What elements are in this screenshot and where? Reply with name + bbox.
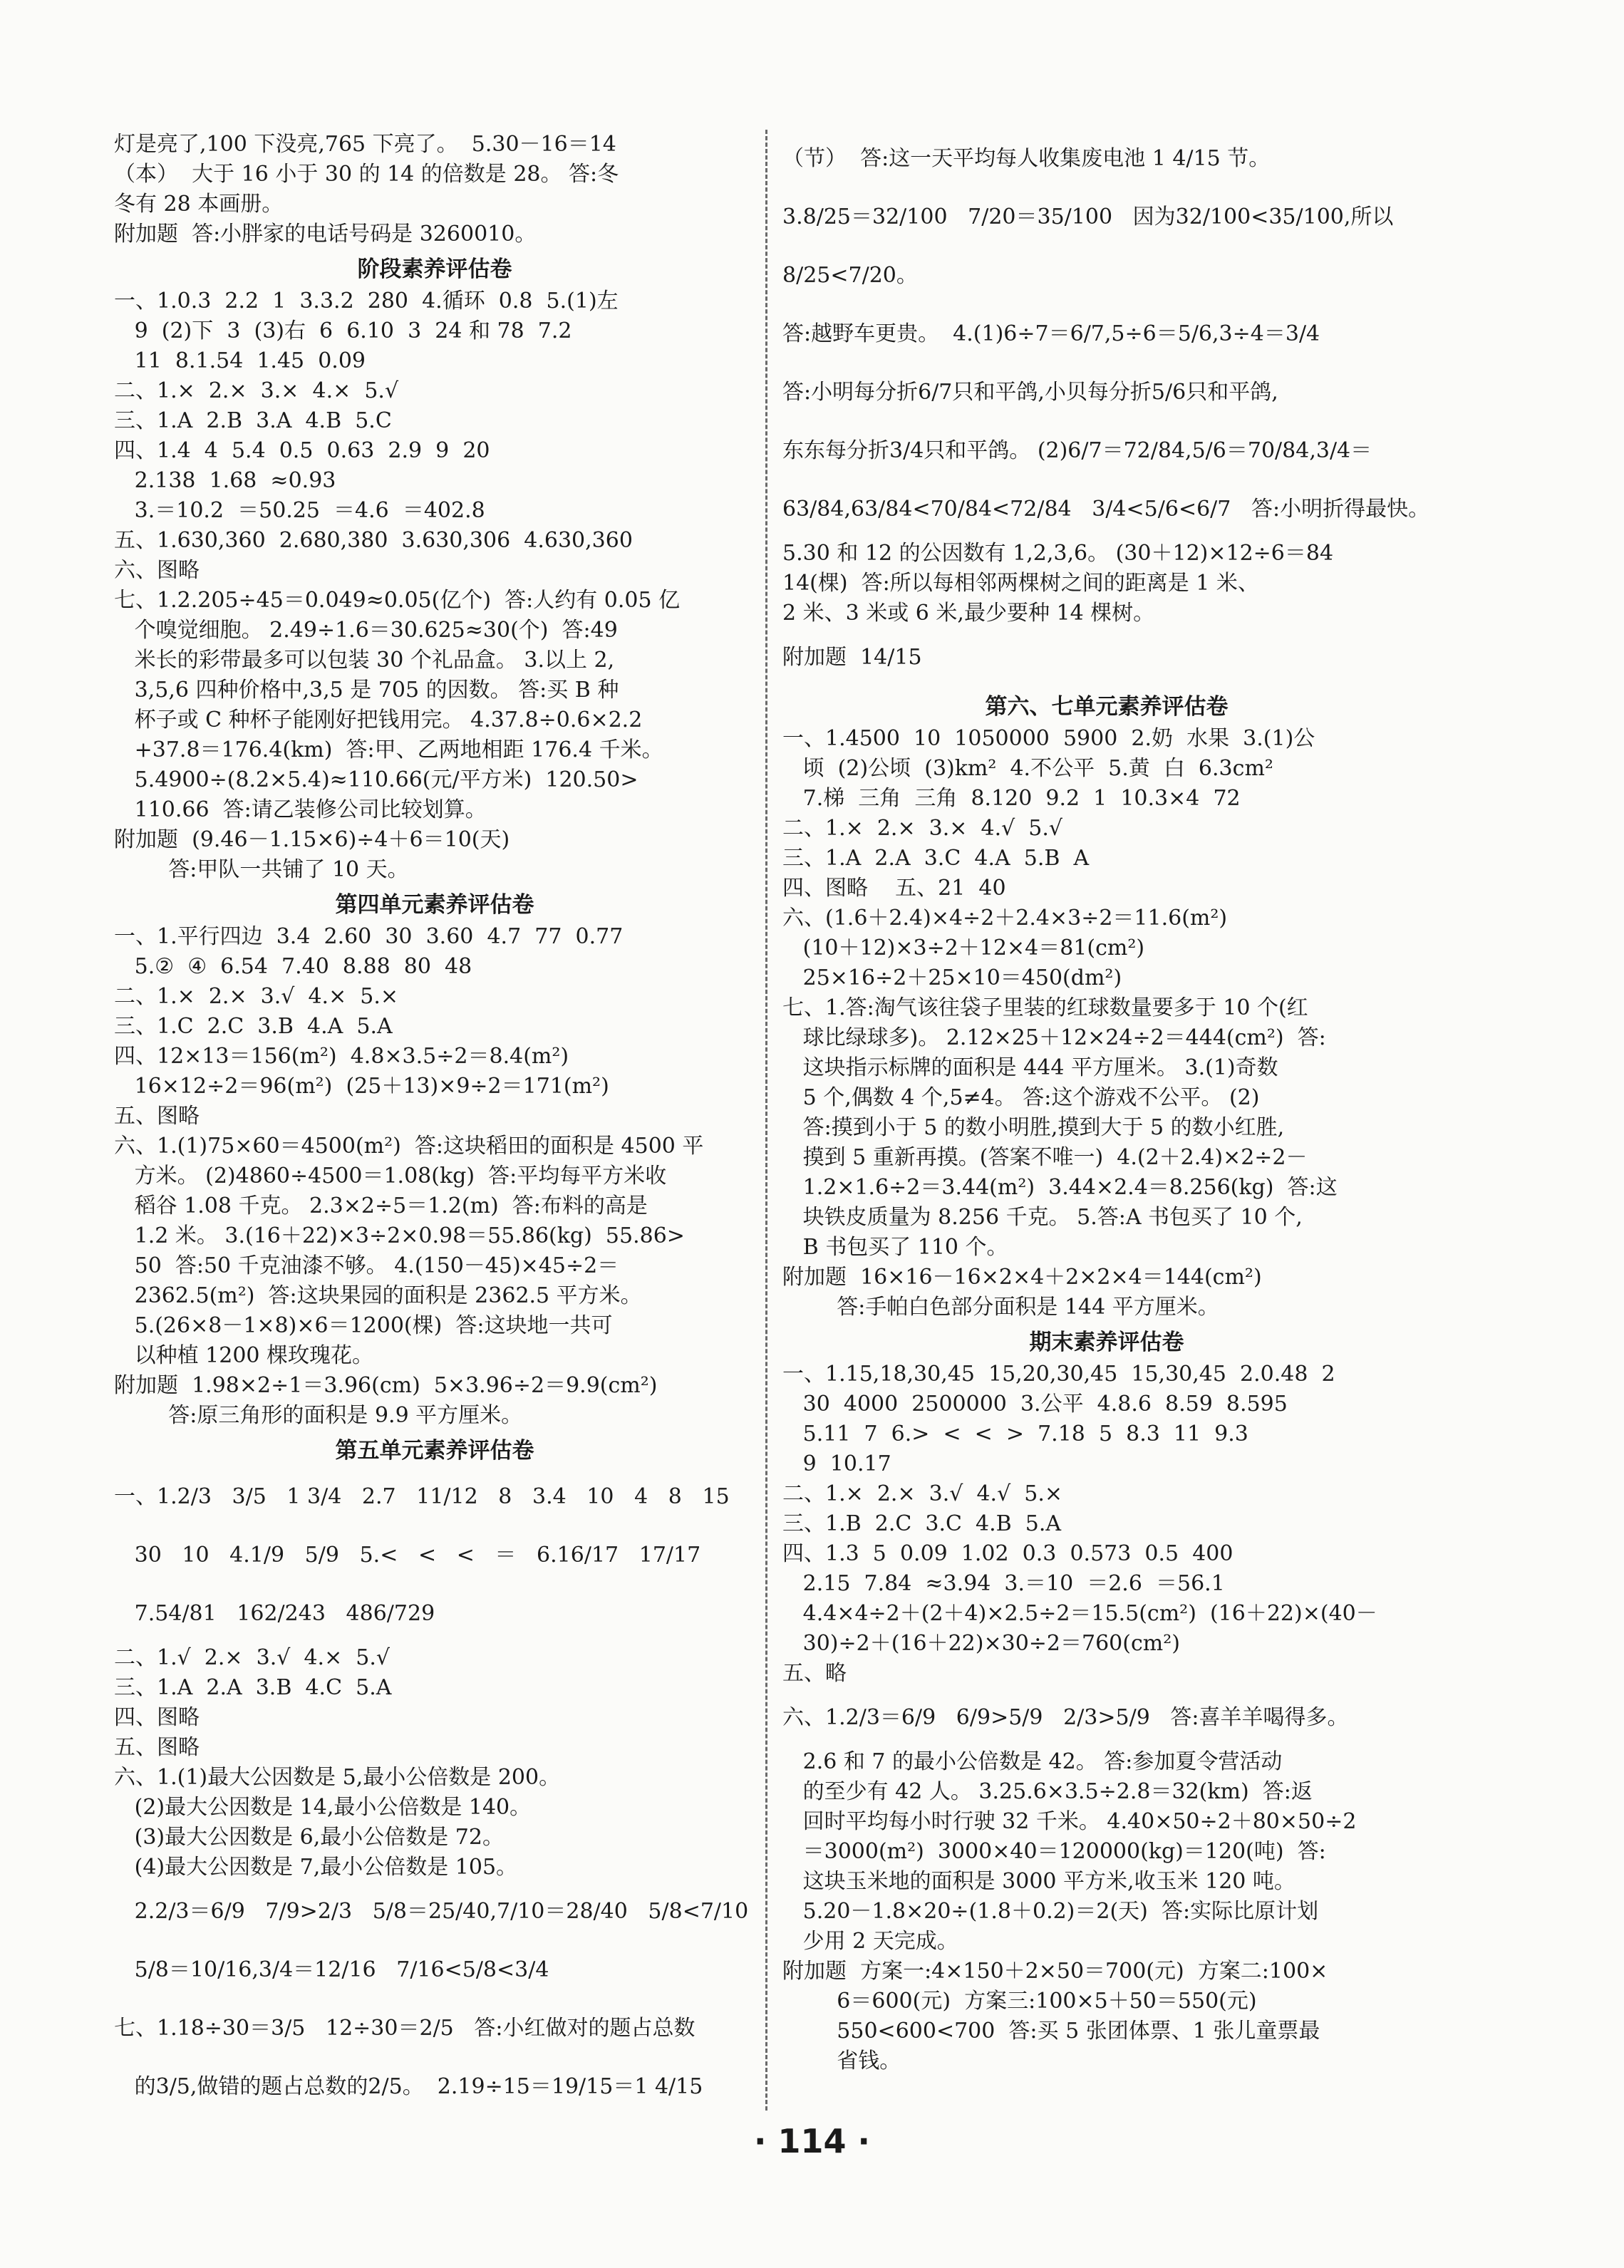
- answer-line-math: 的3/5,做错的题占总数的2/5。 2.19÷15＝19/15＝1 4/15: [114, 2074, 703, 2099]
- answer-line: 6＝600(元) 方案三:100×5＋50＝550(元): [782, 1989, 1257, 2014]
- answer-line: 4.4×4÷2＋(2＋4)×2.5÷2＝15.5(cm²) (16＋22)×(40－: [782, 1601, 1377, 1626]
- answer-line: 1.2×1.6÷2＝3.44(m²) 3.44×2.4＝8.256(kg) 答:这: [782, 1175, 1338, 1200]
- answer-line: 这块指示标牌的面积是 444 平方厘米。 3.(1)奇数: [782, 1055, 1278, 1080]
- right-column: [782, 130, 1431, 2076]
- answer-line: 方米。 (2)4860÷4500＝1.08(kg) 答:平均每平方米收: [114, 1164, 667, 1189]
- answer-line: 以种植 1200 棵玫瑰花。: [114, 1343, 374, 1368]
- answer-line-math: 七、1.18÷30＝3/5 12÷30＝2/5 答:小红做对的题占总数: [114, 2016, 695, 2041]
- column-divider: [765, 130, 767, 2111]
- answer-line: (4)最大公因数是 7,最小公倍数是 105。: [114, 1855, 518, 1880]
- answer-line: 550<600<700 答:买 5 张团体票、1 张儿童票最: [782, 2019, 1320, 2044]
- answer-line: 附加题 1.98×2÷1＝3.96(cm) 5×3.96÷2＝9.9(cm²): [114, 1373, 658, 1398]
- answer-line: 7.梯 三角 三角 8.120 9.2 1 10.3×4 72: [782, 786, 1241, 811]
- answer-line-math: 2.2/3＝6/9 7/9>2/3 5/8＝25/40,7/10＝28/40 5/8<7/10: [114, 1899, 749, 1924]
- answer-line: 四、12×13＝156(m²) 4.8×3.5÷2＝8.4(m²): [114, 1044, 569, 1069]
- answer-line: 三、1.C 2.C 3.B 4.A 5.A: [114, 1014, 393, 1039]
- answer-line: 五、1.630,360 2.680,380 3.630,306 4.630,360: [114, 528, 633, 553]
- answer-line: 回时平均每小时行驶 32 千米。 4.40×50÷2＋80×50÷2: [782, 1809, 1357, 1834]
- answer-line: 答:原三角形的面积是 9.9 平方厘米。: [114, 1403, 523, 1428]
- section-heading: 阶段素养评估卷: [357, 257, 512, 282]
- answer-line-math: 7.54/81 162/243 486/729: [114, 1601, 435, 1626]
- answer-line: 一、1.15,18,30,45 15,20,30,45 15,30,45 2.0.48 2: [782, 1362, 1335, 1387]
- answer-line: 二、1.× 2.× 3.× 4.√ 5.√: [782, 816, 1063, 841]
- answer-line: 5.20－1.8×20÷(1.8＋0.2)＝2(天) 答:实际比原计划: [782, 1899, 1319, 1924]
- answer-line-math: 六、1.2/3＝6/9 6/9>5/9 2/3>5/9 答:喜羊羊喝得多。: [782, 1705, 1349, 1730]
- answer-line: 30)÷2＋(16＋22)×30÷2＝760(cm²): [782, 1631, 1180, 1656]
- left-column: [114, 130, 755, 2116]
- answer-line: 5.11 7 6.> < < > 7.18 5 8.3 11 9.3: [782, 1422, 1248, 1446]
- answer-line: 米长的彩带最多可以包装 30 个礼品盒。 3.以上 2,: [114, 648, 615, 673]
- answer-line: 14(棵) 答:所以每相邻两棵树之间的距离是 1 米、: [782, 571, 1259, 596]
- answer-line-math: 附加题 14/15: [782, 645, 922, 670]
- answer-line: 稻谷 1.08 千克。 2.3×2÷5＝1.2(m) 答:布料的高是: [114, 1193, 648, 1218]
- section-heading: 期末素养评估卷: [1029, 1330, 1184, 1355]
- answer-line: 5.4900÷(8.2×5.4)≈110.66(元/平方米) 120.50>: [114, 767, 638, 792]
- answer-line: 六、(1.6＋2.4)×4÷2＋2.4×3÷2＝11.6(m²): [782, 906, 1228, 931]
- answer-line: 二、1.× 2.× 3.× 4.× 5.√: [114, 378, 399, 403]
- answer-line: 答:甲队一共铺了 10 天。: [114, 857, 409, 882]
- answer-line: 个嗅觉细胞。 2.49÷1.6＝30.625≈30(个) 答:49: [114, 618, 618, 643]
- answer-line: 六、图略: [114, 558, 200, 583]
- answer-line-math: 答:越野车更贵。 4.(1)6÷7＝6/7,5÷6＝5/6,3÷4＝3/4: [782, 321, 1320, 346]
- answer-line: 30 4000 2500000 3.公平 4.8.6 8.59 8.595: [782, 1392, 1288, 1417]
- answer-line: 二、1.× 2.× 3.√ 4.√ 5.×: [782, 1481, 1063, 1506]
- answer-line: 摸到 5 重新再摸。(答案不唯一) 4.(2＋2.4)×2÷2－: [782, 1145, 1308, 1170]
- answer-line-math: 东东每分折3/4只和平鸽。 (2)6/7＝72/84,5/6＝70/84,3/4＝: [782, 438, 1372, 463]
- answer-line: 一、1.4500 10 1050000 5900 2.奶 水果 3.(1)公: [782, 726, 1315, 751]
- answer-line: 五、略: [782, 1661, 847, 1686]
- answer-line-math: 63/84,63/84<70/84<72/84 3/4<5/6<6/7 答:小明折得最快。: [782, 497, 1430, 522]
- answer-line: 四、1.4 4 5.4 0.5 0.63 2.9 9 20: [114, 438, 490, 463]
- answer-line: ＝3000(m²) 3000×40＝120000(kg)＝120(吨) 答:: [782, 1839, 1326, 1864]
- answer-line: 少用 2 天完成。: [782, 1929, 958, 1954]
- answer-line: 5.② ④ 6.54 7.40 8.88 80 48: [114, 954, 472, 979]
- answer-line: 1.2 米。 3.(16＋22)×3÷2×0.98＝55.86(kg) 55.86>: [114, 1223, 685, 1248]
- answer-line: 三、1.A 2.A 3.B 4.C 5.A: [114, 1675, 392, 1700]
- section-heading: 第四单元素养评估卷: [335, 892, 534, 918]
- answer-line: 答:摸到小于 5 的数小明胜,摸到大于 5 的数小红胜,: [782, 1115, 1285, 1140]
- answer-line: 五、图略: [114, 1104, 200, 1129]
- answer-line: 110.66 答:请乙装修公司比较划算。: [114, 797, 487, 822]
- answer-line: 附加题 16×16－16×2×4＋2×2×4＝144(cm²): [782, 1265, 1262, 1290]
- answer-line: 块铁皮质量为 8.256 千克。 5.答:A 书包买了 10 个,: [782, 1205, 1303, 1230]
- answer-line: 5.30 和 12 的公因数有 1,2,3,6。 (30＋12)×12÷6＝84: [782, 541, 1334, 566]
- answer-line-math: 30 10 4.1/9 5/9 5.< < < ＝ 6.16/17 17/17: [114, 1543, 701, 1568]
- answer-line: 四、1.3 5 0.09 1.02 0.3 0.573 0.5 400: [782, 1541, 1233, 1566]
- section-heading: 第六、七单元素养评估卷: [985, 694, 1229, 720]
- answer-line: 六、1.(1)最大公因数是 5,最小公倍数是 200。: [114, 1765, 561, 1790]
- answer-line-math: 一、1.2/3 3/5 1 3/4 2.7 11/12 8 3.4 10 4 8 15: [114, 1484, 730, 1509]
- answer-line: 这块玉米地的面积是 3000 平方米,收玉米 120 吨。: [782, 1869, 1295, 1894]
- answer-line: 附加题 方案一:4×150＋2×50＝700(元) 方案二:100×: [782, 1959, 1328, 1984]
- answer-line: (2)最大公因数是 14,最小公倍数是 140。: [114, 1795, 532, 1820]
- answer-line: (10＋12)×3÷2＋12×4＝81(cm²): [782, 936, 1145, 960]
- answer-line: 5.(26×8－1×8)×6＝1200(棵) 答:这块地一共可: [114, 1313, 613, 1338]
- answer-line: 顷 (2)公顷 (3)km² 4.不公平 5.黄 白 6.3cm²: [782, 756, 1273, 781]
- section-heading: 第五单元素养评估卷: [335, 1438, 534, 1464]
- answer-line: 六、1.(1)75×60＝4500(m²) 答:这块稻田的面积是 4500 平: [114, 1134, 704, 1159]
- answer-line: 三、1.A 2.A 3.C 4.A 5.B A: [782, 846, 1090, 871]
- answer-line: +37.8＝176.4(km) 答:甲、乙两地相距 176.4 千米。: [114, 737, 663, 762]
- answer-line: 省钱。: [782, 2049, 901, 2073]
- answer-line: 杯子或 C 种杯子能刚好把钱用完。 4.37.8÷0.6×2.2: [114, 708, 643, 732]
- answer-line: 50 答:50 千克油漆不够。 4.(150－45)×45÷2＝: [114, 1253, 619, 1278]
- answer-line: 一、1.0.3 2.2 1 3.3.2 280 4.循环 0.8 5.(1)左: [114, 289, 619, 314]
- answer-line: 七、1.2.205÷45＝0.049≈0.05(亿个) 答:人约有 0.05 亿: [114, 588, 681, 613]
- answer-line: 16×12÷2＝96(m²) (25＋13)×9÷2＝171(m²): [114, 1074, 609, 1099]
- answer-line: 答:手帕白色部分面积是 144 平方厘米。: [782, 1295, 1219, 1320]
- answer-line: 附加题 答:小胖家的电话号码是 3260010。: [114, 222, 537, 247]
- answer-line: 2.138 1.68 ≈0.93: [114, 468, 336, 493]
- answer-line-math: （节） 答:这一天平均每人收集废电池 1 4/15 节。: [782, 146, 1271, 171]
- answer-line: B 书包买了 110 个。: [782, 1235, 1008, 1260]
- answer-line: 11 8.1.54 1.45 0.09: [114, 348, 366, 373]
- answer-line: 2362.5(m²) 答:这块果园的面积是 2362.5 平方米。: [114, 1283, 642, 1308]
- answer-line: 一、1.平行四边 3.4 2.60 30 3.60 4.7 77 0.77: [114, 924, 624, 949]
- answer-line: 四、图略 五、21 40: [782, 876, 1006, 901]
- answer-line: 2.6 和 7 的最小公倍数是 42。 答:参加夏令营活动: [782, 1749, 1283, 1774]
- answer-line: 五、图略: [114, 1735, 200, 1760]
- answer-line: 二、1.√ 2.× 3.√ 4.× 5.√: [114, 1645, 391, 1670]
- answer-line: 25×16÷2＋25×10＝450(dm²): [782, 965, 1122, 990]
- answer-line: 二、1.× 2.× 3.√ 4.× 5.×: [114, 984, 399, 1009]
- answer-line: 七、1.答:淘气该往袋子里装的红球数量要多于 10 个(红: [782, 995, 1308, 1020]
- answer-line-math: 3.8/25＝32/100 7/20＝35/100 因为32/100<35/100,所以8/25<7/20。: [782, 204, 1394, 288]
- answer-line: 的至少有 42 人。 3.25.6×3.5÷2.8＝32(km) 答:返: [782, 1779, 1313, 1804]
- answer-line: 5 个,偶数 4 个,5≠4。 答:这个游戏不公平。 (2): [782, 1085, 1260, 1110]
- answer-line: （本） 大于 16 小于 30 的 14 的倍数是 28。 答:冬: [114, 162, 619, 187]
- answer-line-math: 5/8＝10/16,3/4＝12/16 7/16<5/8<3/4: [114, 1957, 549, 1982]
- answer-line: 三、1.B 2.C 3.C 4.B 5.A: [782, 1511, 1062, 1536]
- answer-line: 三、1.A 2.B 3.A 4.B 5.C: [114, 408, 392, 433]
- answer-line: 3.＝10.2 ＝50.25 ＝4.6 ＝402.8: [114, 498, 485, 523]
- answer-line: 冬有 28 本画册。: [114, 192, 284, 217]
- answer-line: 2.15 7.84 ≈3.94 3.＝10 ＝2.6 ＝56.1: [782, 1571, 1225, 1596]
- answer-line: 3,5,6 四种价格中,3,5 是 705 的因数。 答:买 B 种: [114, 678, 619, 703]
- answer-line: 球比绿球多)。 2.12×25＋12×24÷2＝444(cm²) 答:: [782, 1025, 1326, 1050]
- answer-line: 附加题 (9.46－1.15×6)÷4＋6＝10(天): [114, 827, 510, 852]
- page-number: · 114 ·: [754, 2122, 870, 2160]
- answer-line: 9 (2)下 3 (3)右 6 6.10 3 24 和 78 7.2: [114, 319, 572, 343]
- answer-line: 四、图略: [114, 1705, 200, 1730]
- answer-line: 2 米、3 米或 6 米,最少要种 14 棵树。: [782, 601, 1155, 626]
- answer-line: 灯是亮了,100 下没亮,765 下亮了。 5.30－16＝14: [114, 132, 616, 157]
- answer-line: (3)最大公因数是 6,最小公倍数是 72。: [114, 1825, 504, 1850]
- answer-line: 9 10.17: [782, 1451, 891, 1476]
- answer-line-math: 答:小明每分折6/7只和平鸽,小贝每分折5/6只和平鸽,: [782, 380, 1278, 405]
